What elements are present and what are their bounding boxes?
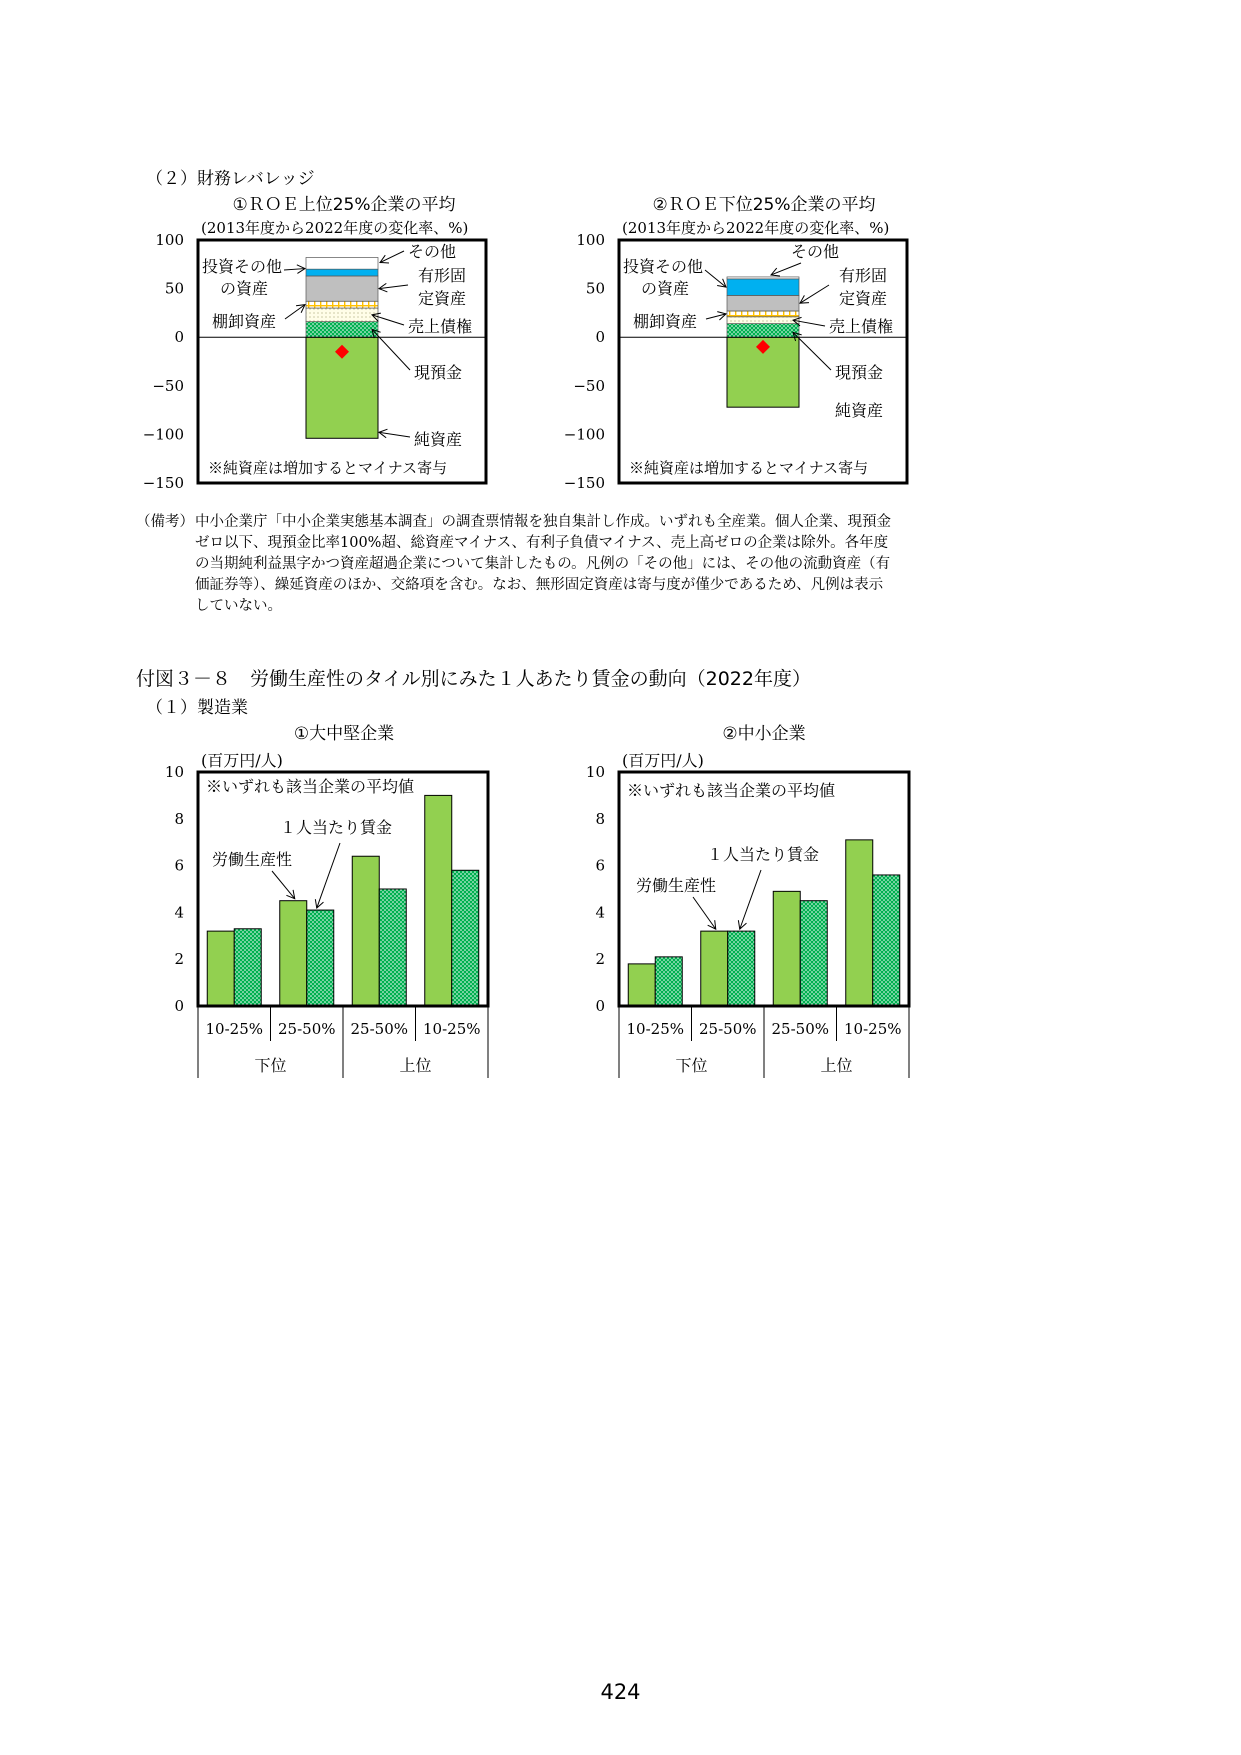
productivity-bar (425, 795, 452, 1006)
x-tick-label: 25-50% (771, 1020, 829, 1038)
wage-bar (655, 957, 682, 1006)
label-tangible-2: 定資産 (839, 289, 888, 308)
y-tick-label: 50 (164, 279, 184, 298)
label-receivables: 売上債権 (829, 317, 894, 336)
leverage-chart-1 (140, 215, 520, 505)
label-other: その他 (791, 242, 840, 261)
productivity-bar (280, 901, 307, 1006)
label-cash: 現預金 (414, 363, 463, 382)
label-productivity: 労働生産性 (212, 850, 293, 869)
label-tangible-2: 定資産 (418, 289, 467, 308)
y-tick-label: 2 (174, 950, 184, 969)
tangible-assets-bar (306, 276, 378, 301)
y-tick-label: −50 (573, 376, 605, 395)
unit-label: (百万円/人) (201, 751, 283, 770)
label-arrow (740, 870, 761, 929)
chart-note: ※純資産は増加するとマイナス寄与 (208, 459, 448, 477)
x-tick-label: 25-50% (278, 1020, 336, 1038)
y-tick-label: −100 (563, 425, 605, 444)
y-tick-label: 100 (576, 231, 605, 249)
label-investment: 投資その他 (202, 257, 283, 276)
productivity-bar (701, 931, 728, 1006)
wage-bar (452, 870, 479, 1006)
label-tangible: 有形固 (839, 266, 888, 285)
productivity-bar (207, 931, 234, 1006)
wage-bar (379, 889, 406, 1006)
y-tick-label: 4 (174, 903, 184, 922)
y-tick-label: 0 (174, 997, 184, 1015)
x-tick-label: 10-25% (844, 1020, 902, 1038)
section-heading-manufacturing: （１）製造業 (146, 698, 248, 718)
label-net-assets: 純資産 (835, 401, 884, 420)
productivity-bar (628, 964, 655, 1006)
y-tick-label: 4 (595, 903, 605, 922)
cash-bar (727, 324, 799, 338)
label-arrow (693, 897, 716, 929)
unit-label: (2013年度から2022年度の変化率、%) (622, 219, 890, 237)
y-tick-label: 100 (155, 231, 184, 249)
x-tick-label: 10-25% (626, 1020, 684, 1038)
group-label-lower: 下位 (254, 1056, 287, 1075)
chart-note: ※純資産は増加するとマイナス寄与 (629, 459, 869, 477)
unit-label: (2013年度から2022年度の変化率、%) (201, 219, 469, 237)
unit-label: (百万円/人) (622, 751, 704, 770)
y-tick-label: 6 (595, 856, 605, 875)
section-heading-leverage: （２）財務レバレッジ (146, 169, 315, 189)
productivity-bar (846, 840, 873, 1006)
y-tick-label: 0 (595, 328, 605, 347)
investment-bar (306, 269, 378, 276)
other-bar (727, 277, 799, 279)
y-tick-label: −50 (152, 376, 184, 395)
x-tick-label: 25-50% (699, 1020, 757, 1038)
note-line: 価証券等）、繰延資産のほか、交絡項を含む。なお、無形固定資産は寄与度が僅少であるため、凡例は表示 (195, 577, 884, 593)
leverage-chart-2 (561, 215, 941, 505)
label-receivables: 売上債権 (408, 317, 473, 336)
label-inventory: 棚卸資産 (212, 312, 277, 331)
wage-bar (873, 875, 900, 1006)
label-arrow (272, 871, 295, 899)
label-wage: １人当たり賃金 (280, 818, 393, 837)
wage-chart-1 (140, 745, 520, 1090)
label-other: その他 (408, 242, 457, 261)
inventory-bar (727, 311, 799, 317)
wage-chart-2 (561, 745, 941, 1090)
other-bar (306, 257, 378, 269)
cash-bar (306, 322, 378, 338)
investment-bar (727, 279, 799, 296)
label-cash: 現預金 (835, 363, 884, 382)
page-number: 424 (600, 1680, 641, 1704)
receivables-bar (306, 308, 378, 322)
y-tick-label: 0 (174, 328, 184, 347)
wage-bar (728, 931, 755, 1006)
note-line: 中小企業庁「中小企業実態基本調査」の調査票情報を独自集計し作成。いずれも全産業。個人企業、現預金 (195, 514, 891, 530)
y-tick-label: 8 (174, 809, 184, 828)
label-net-assets: 純資産 (414, 430, 463, 449)
x-tick-label: 10-25% (423, 1020, 481, 1038)
label-arrow (284, 269, 305, 270)
receivables-bar (727, 317, 799, 324)
y-tick-label: −150 (563, 474, 605, 492)
y-tick-label: 2 (595, 950, 605, 969)
label-inventory: 棚卸資産 (633, 312, 698, 331)
productivity-bar (773, 891, 800, 1006)
productivity-bar (352, 856, 379, 1006)
chart-title-large: ①大中堅企業 (293, 724, 395, 744)
chart-note: ※いずれも該当企業の平均値 (206, 777, 415, 796)
group-label-upper: 上位 (820, 1056, 853, 1075)
figure-title: 付図３－８ 労働生産性のタイル別にみた１人あたり賃金の動向（2022年度） (136, 668, 811, 690)
label-tangible: 有形固 (418, 266, 467, 285)
label-arrow (317, 843, 340, 908)
tangible-assets-bar (727, 295, 799, 311)
note-line: の当期純利益黒字かつ資産超過企業について集計したもの。凡例の「その他」には、その他の流動資産（有 (195, 556, 891, 572)
note-text (195, 512, 891, 617)
y-tick-label: 50 (585, 279, 605, 298)
label-productivity: 労働生産性 (636, 876, 717, 895)
x-tick-label: 10-25% (205, 1020, 263, 1038)
chart-title-small: ②中小企業 (722, 724, 806, 744)
y-tick-label: 10 (164, 763, 184, 781)
label-arrow (800, 285, 829, 303)
label-wage: １人当たり賃金 (707, 845, 820, 864)
label-investment: 投資その他 (623, 257, 704, 276)
wage-bar (307, 910, 334, 1006)
note-line: ゼロ以下、現預金比率100%超、総資産マイナス、有利子負債マイナス、売上高ゼロの企業は除外。各年度 (195, 535, 889, 551)
chart-note: ※いずれも該当企業の平均値 (627, 781, 836, 800)
y-tick-label: 10 (585, 763, 605, 781)
y-tick-label: −150 (142, 474, 184, 492)
wage-bar (800, 901, 827, 1006)
note-line: していない。 (195, 598, 282, 614)
wage-bar (234, 929, 261, 1006)
y-tick-label: −100 (142, 425, 184, 444)
chart-title-roe-bottom: ②ＲＯＥ下位25%企業の平均 (652, 195, 876, 215)
note-label: （備考） (136, 514, 194, 530)
chart-title-roe-top: ①ＲＯＥ上位25%企業の平均 (232, 195, 456, 215)
x-tick-label: 25-50% (350, 1020, 408, 1038)
label-investment-2: の資産 (641, 279, 690, 298)
inventory-bar (306, 301, 378, 308)
y-tick-label: 6 (174, 856, 184, 875)
label-arrow (705, 270, 726, 287)
group-label-upper: 上位 (399, 1056, 432, 1075)
group-label-lower: 下位 (675, 1056, 708, 1075)
y-tick-label: 8 (595, 809, 605, 828)
y-tick-label: 0 (595, 997, 605, 1015)
label-investment-2: の資産 (220, 279, 269, 298)
